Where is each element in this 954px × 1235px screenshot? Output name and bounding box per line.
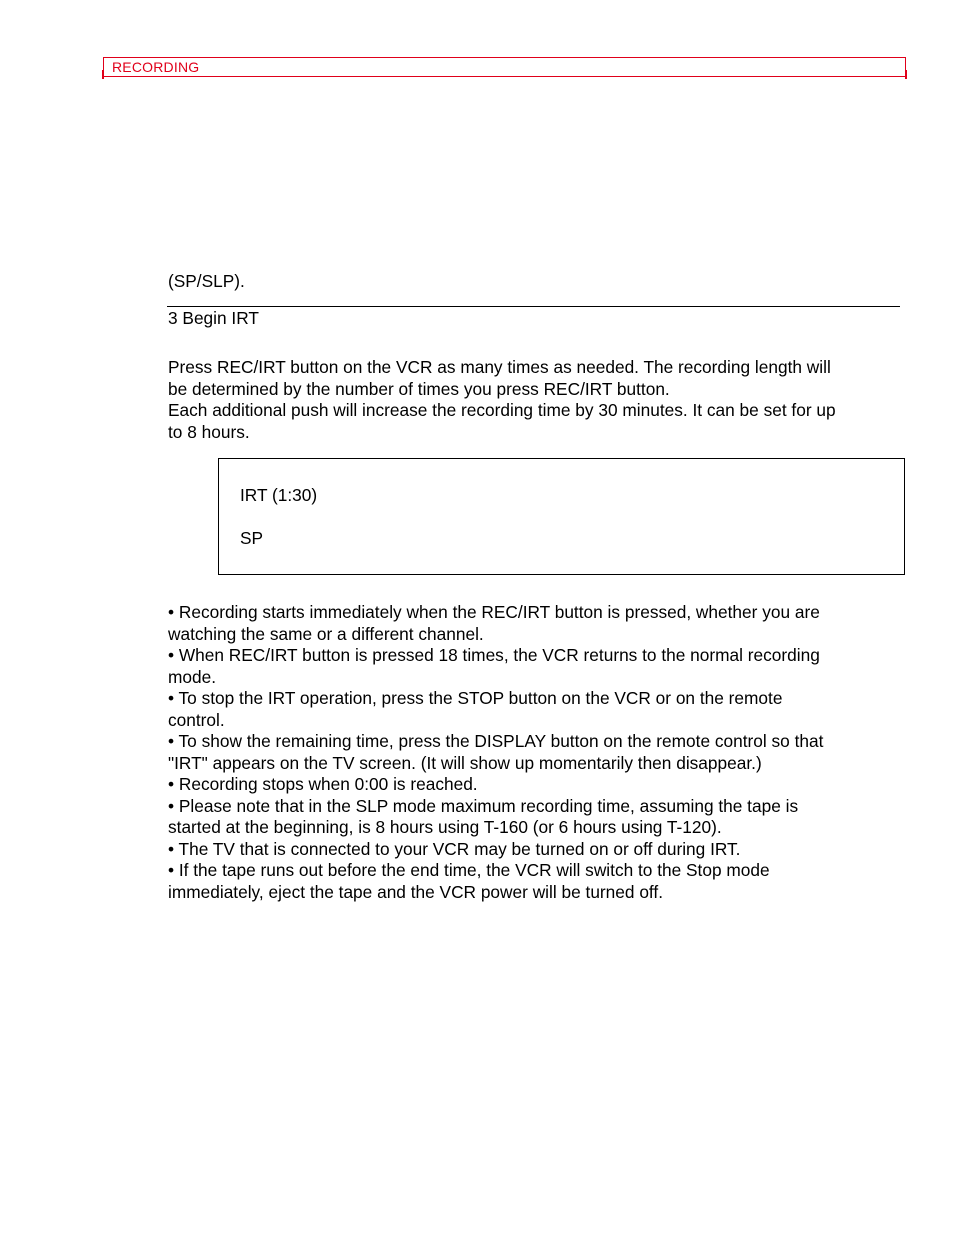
notes-list (168, 602, 908, 903)
notes-line: "IRT" appears on the TV screen. (It will show up momentarily then disappear.) (168, 752, 762, 773)
notes-line: • To show the remaining time, press the DISPLAY button on the remote control so that (168, 731, 824, 751)
notes-line: started at the beginning, is 8 hours using T-160 (or 6 hours using T-120). (168, 817, 722, 837)
paragraph-line: to 8 hours. (168, 421, 250, 442)
paragraph-line: be determined by the number of times you press REC/IRT button. (168, 378, 670, 399)
step-fragment: (SP/SLP). (168, 271, 245, 291)
display-tape-speed: SP (240, 528, 264, 548)
notes-line: • Please note that in the SLP mode maximum recording time, assuming the tape is (168, 795, 799, 816)
header-corner-mark-right (905, 70, 907, 79)
notes-line: • If the tape runs out before the end time, the VCR will switch to the Stop mode (168, 860, 770, 880)
paragraph-line: Press REC/IRT button on the VCR as many times as needed. The recording length will (168, 357, 831, 377)
step-title: 3 Begin IRT (168, 308, 259, 328)
notes-line: watching the same or a different channel. (168, 623, 484, 644)
notes-line: mode. (168, 666, 217, 687)
paragraph-line: Each additional push will increase the recording time by 30 minutes. It can be set for up (168, 400, 836, 420)
display-irt-time: IRT (1:30) (240, 485, 318, 505)
notes-line: • The TV that is connected to your VCR may be turned on or off during IRT. (168, 838, 741, 859)
notes-line: • Recording starts immediately when the REC/IRT button is pressed, whether you are (168, 602, 820, 622)
notes-line: • When REC/IRT button is pressed 18 times, the VCR returns to the normal recording (168, 645, 820, 665)
section-label: RECORDING (112, 59, 200, 75)
tv-display-box (218, 458, 905, 575)
notes-line: • Recording stops when 0:00 is reached. (168, 774, 478, 794)
notes-line: immediately, eject the tape and the VCR power will be turned off. (168, 881, 664, 902)
step-paragraph (168, 357, 908, 443)
section-header (103, 57, 906, 77)
header-corner-mark-left (102, 70, 104, 79)
notes-line: • To stop the IRT operation, press the STOP button on the VCR or on the remote (168, 688, 783, 708)
section-divider (167, 306, 900, 307)
notes-line: control. (168, 709, 225, 730)
